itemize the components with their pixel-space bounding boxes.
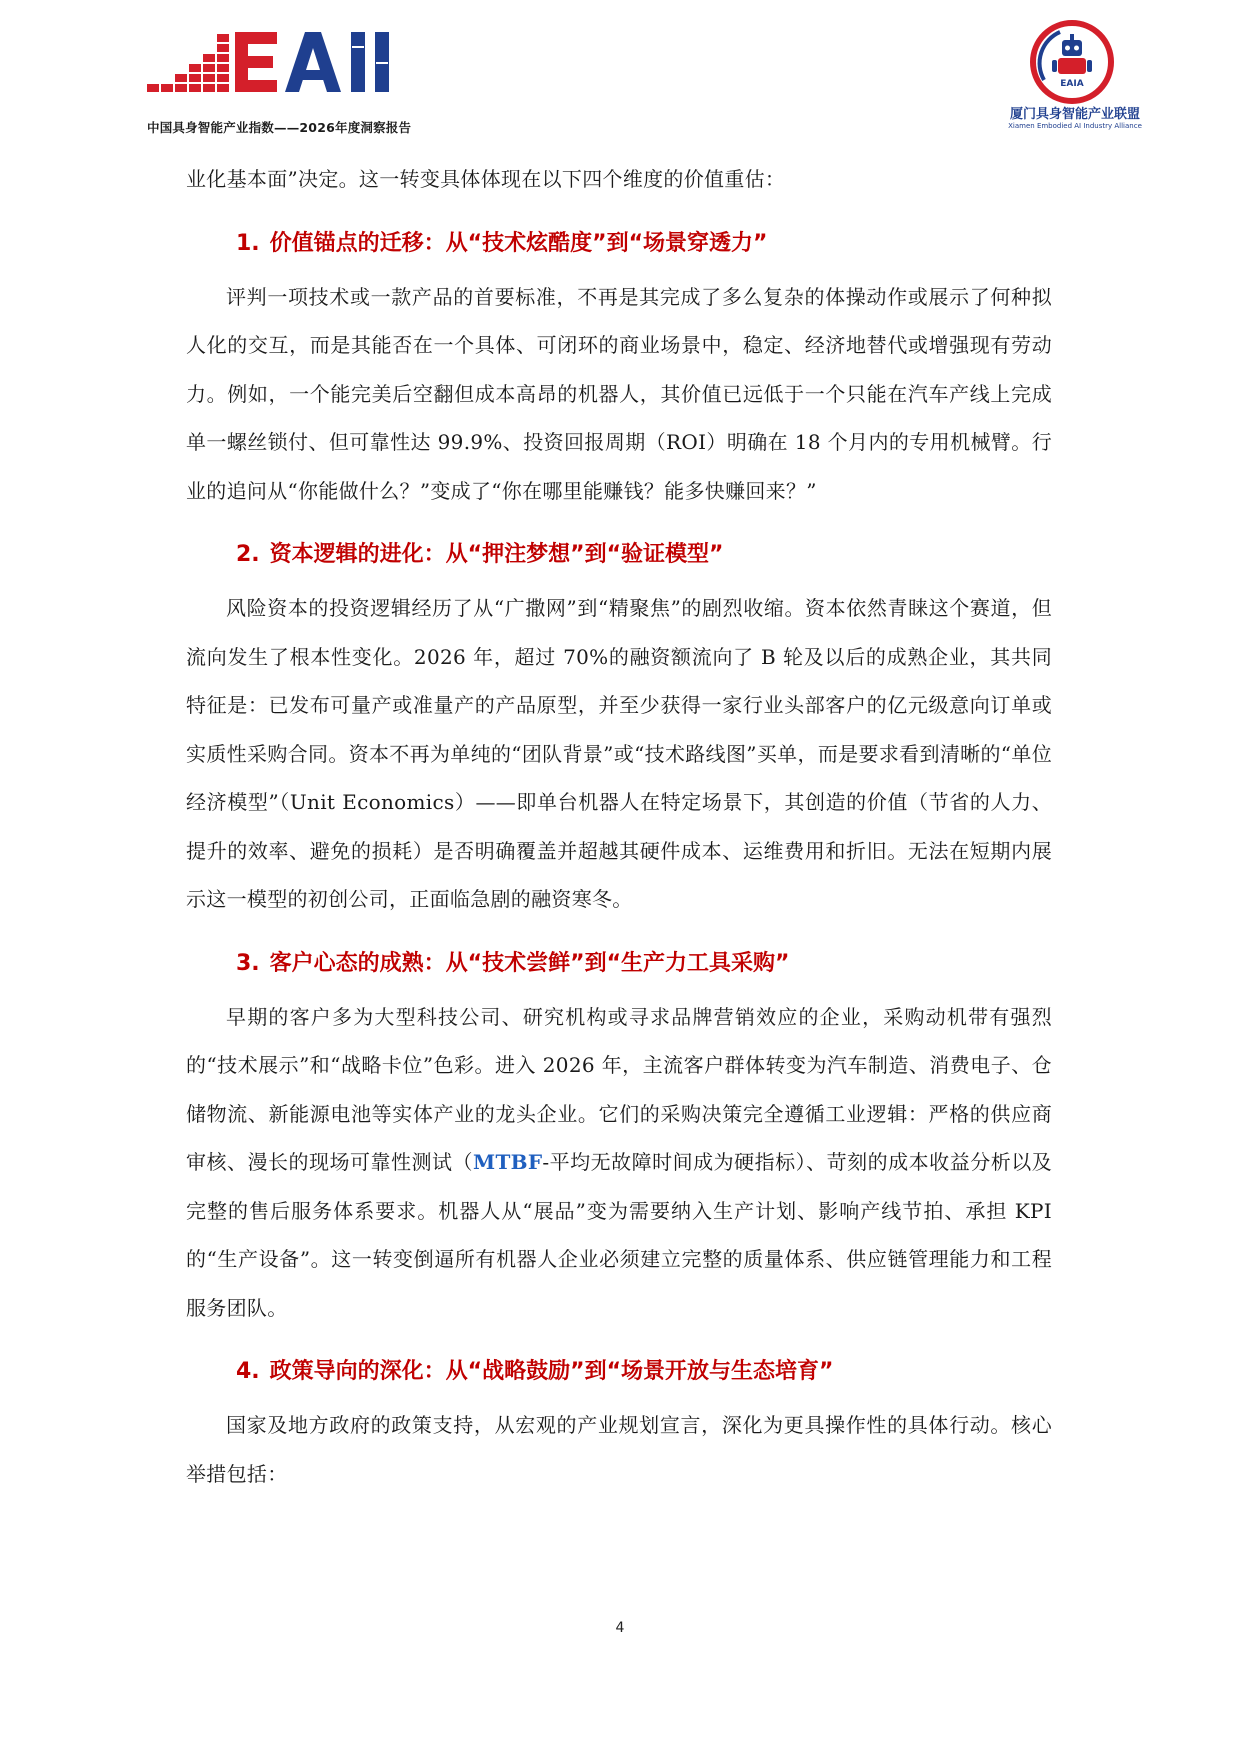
section-title: 价值锚点的迁移：从“技术炫酷度”到“场景穿透力” xyxy=(269,230,768,256)
section-heading-4 xyxy=(186,1354,1052,1385)
section-title: 客户心态的成熟：从“技术尝鲜”到“生产力工具采购” xyxy=(269,950,790,976)
section-number: 4. xyxy=(236,1359,260,1384)
section-3-paragraph xyxy=(186,993,1052,1333)
paragraph-text: 早期的客户多为大型科技公司、研究机构或寻求品牌营销效应的企业，采购动机带有强烈的“技术展示”和“战略卡位”色彩。进入 2026 年，主流客户群体转变为汽车制造、消费电子、仓储物流、新能源电池等实体产业的龙头企业。它们的采购决策完全遵循工业逻辑：严格的供应商审核、漫长的现场可靠性测试（ xyxy=(186,1004,1052,1174)
section-heading-1 xyxy=(186,226,1052,257)
section-2-paragraph: 风险资本的投资逻辑经历了从“广撒网”到“精聚焦”的剧烈收缩。资本依然青睐这个赛道，但流向发生了根本性变化。2026 年，超过 70%的融资额流向了 B 轮及以后的成熟企业，其共同特征是：已发布可量产或准量产的产品原型，并至少获得一家行业头部客户的亿元级意向订单或实质性采购合同。资本不再为单纯的“团队背景”或“技术路线图”买单，而是要求看到清晰的“单位经济模型”（Unit Economics）——即单台机器人在特定场景下，其创造的价值（节省的人力、提升的效率、避免的损耗）是否明确覆盖并超越其硬件成本、运维费用和折旧。无法在短期内展示这一模型的初创公司，正面临急剧的融资寒冬。 xyxy=(186,596,1052,911)
eaii-logo xyxy=(147,32,427,96)
section-title: 政策导向的深化：从“战略鼓励”到“场景开放与生态培育” xyxy=(269,1359,834,1384)
section-number: 3. xyxy=(236,950,260,976)
mtbf-term: MTBF xyxy=(473,1150,543,1174)
intro-continuation: 业化基本面”决定。这一转变具体体现在以下四个维度的价值重估： xyxy=(186,167,786,191)
document-body xyxy=(186,155,1052,1498)
org-name: 厦门具身智能产业联盟 xyxy=(1009,107,1140,122)
page-number: 4 xyxy=(615,1620,625,1636)
report-subtitle: 中国具身智能产业指数——2026年度洞察报告 xyxy=(147,120,412,135)
page-header xyxy=(0,0,1240,150)
section-1-paragraph: 评判一项技术或一款产品的首要标准，不再是其完成了多么复杂的体操动作或展示了何种拟人化的交互，而是其能否在一个具体、可闭环的商业场景中，稳定、经济地替代或增强现有劳动力。例如，一个能完美后空翻但成本高昂的机器人，其价值已远低于一个只能在汽车产线上完成单一螺丝锁付、但可靠性达 99.9%、投资回报周期（ROI）明确在 18 个月内的专用机械臂。行业的追问从“你能做什么？”变成了“你在哪里能赚钱？能多快赚回来？” xyxy=(186,284,1052,503)
section-number: 1. xyxy=(236,230,260,256)
section-heading-2 xyxy=(186,537,1052,568)
section-number: 2. xyxy=(236,542,260,567)
paragraph-text: -平均无故障时间成为硬指标）、苛刻的成本收益分析以及完整的售后服务体系要求。机器人从“展品”变为需要纳入生产计划、影响产线节拍、承担 KPI 的“生产设备”。这一转变倒逼所有机器人企业必须建立完整的质量体系、供应链管理能力和工程服务团队。 xyxy=(186,1150,1053,1320)
eaia-logo-text: EAIA xyxy=(1060,79,1084,89)
section-title: 资本逻辑的进化：从“押注梦想”到“验证模型” xyxy=(269,542,724,567)
eaia-logo-icon xyxy=(1030,20,1114,104)
section-4-paragraph: 国家及地方政府的政策支持，从宏观的产业规划宣言，深化为更具操作性的具体行动。核心举措包括： xyxy=(186,1413,1052,1486)
org-name-en: Xiamen Embodied AI Industry Alliance xyxy=(1008,122,1142,130)
section-heading-3 xyxy=(186,946,1052,977)
